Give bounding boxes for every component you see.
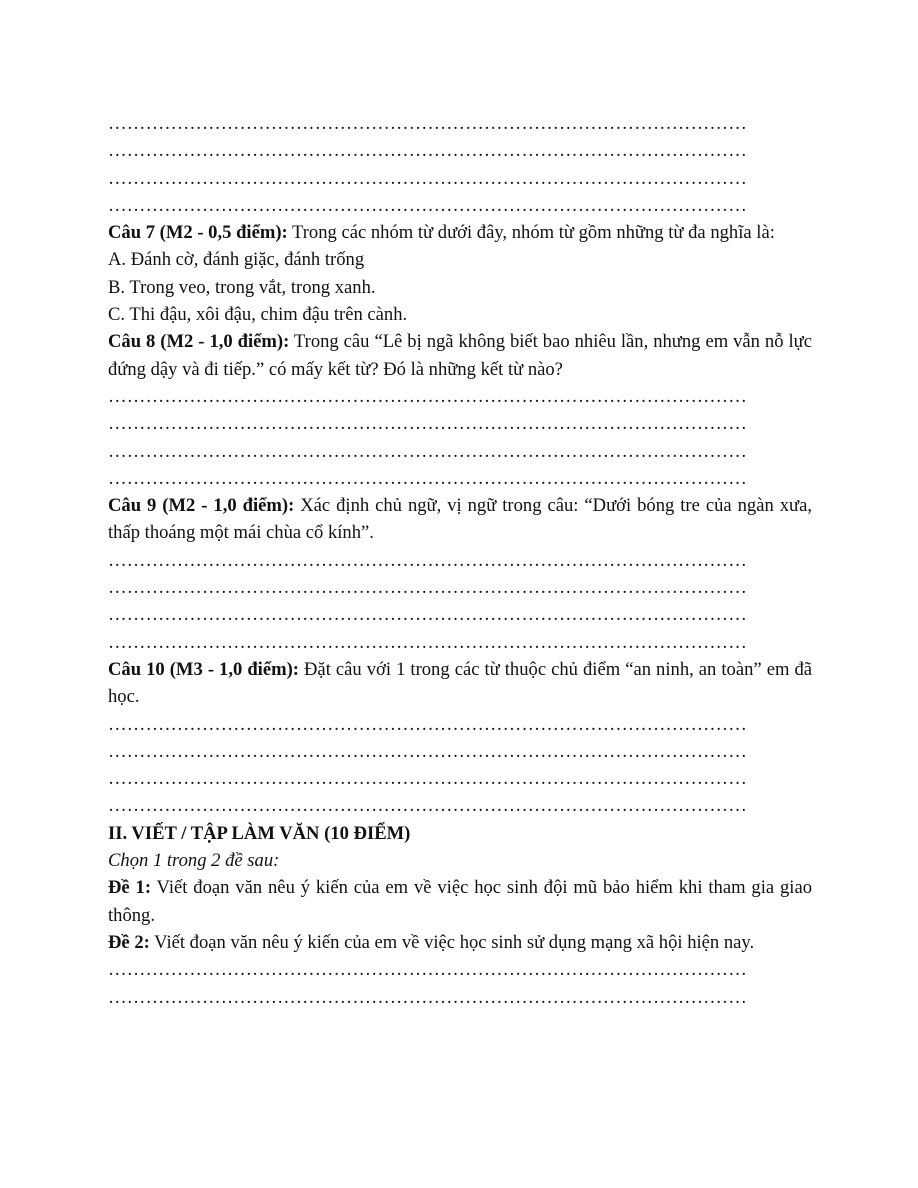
answer-line: ………………………………………………………………………………………… xyxy=(108,768,747,790)
question-9-title: Câu 9 (M2 - 1,0 điểm): xyxy=(108,495,295,517)
document-page xyxy=(108,110,812,1011)
question-9 xyxy=(108,492,812,547)
answer-line: ………………………………………………………………………………………… xyxy=(108,577,747,599)
answer-line: ………………………………………………………………………………………… xyxy=(108,795,747,817)
question-7-option-a: A. Đánh cờ, đánh giặc, đánh trống xyxy=(108,249,365,271)
question-8 xyxy=(108,328,812,383)
question-10 xyxy=(108,656,812,711)
answer-line: ………………………………………………………………………………………… xyxy=(108,440,747,462)
answer-line: ………………………………………………………………………………………… xyxy=(108,467,747,489)
question-8-title: Câu 8 (M2 - 1,0 điểm): xyxy=(108,331,290,353)
answer-line: ………………………………………………………………………………………… xyxy=(108,113,747,134)
question-7-text: Trong các nhóm từ dưới đây, nhóm từ gồm những từ đa nghĩa là: xyxy=(287,222,775,244)
topic-1-label: Đề 1: xyxy=(108,877,152,899)
answer-line: ………………………………………………………………………………………… xyxy=(108,194,747,216)
topic-2-text: Viết đoạn văn nêu ý kiến của em về việc học sinh sử dụng mạng xã hội hiện nay. xyxy=(149,931,755,953)
answer-line: ………………………………………………………………………………………… xyxy=(108,140,747,162)
question-10-text: Đặt câu với 1 trong các từ thuộc chủ điểm “an ninh, an toàn” em đã học. xyxy=(108,658,812,708)
section-instruction: Chọn 1 trong 2 đề sau: xyxy=(108,850,280,872)
question-7-option-b: B. Trong veo, trong vắt, trong xanh. xyxy=(108,276,376,298)
answer-line: ………………………………………………………………………………………… xyxy=(108,604,747,626)
answer-line: ………………………………………………………………………………………… xyxy=(108,959,747,981)
answer-line: ………………………………………………………………………………………… xyxy=(108,413,747,435)
question-9-text: Xác định chủ ngữ, vị ngữ trong câu: “Dưới bóng tre của ngàn xưa, thấp thoáng một mái chùa cổ kính”. xyxy=(108,495,812,544)
question-7-title: Câu 7 (M2 - 0,5 điểm): xyxy=(108,222,288,244)
section-heading: II. VIẾT / TẬP LÀM VĂN (10 ĐIỂM) xyxy=(108,822,411,844)
topic-2-label: Đề 2: xyxy=(108,931,150,953)
question-7-option-c: C. Thi đậu, xôi đậu, chim đậu trên cành. xyxy=(108,304,408,326)
answer-line: ………………………………………………………………………………………… xyxy=(108,740,747,762)
topic-2 xyxy=(108,929,812,956)
topic-1-text: Viết đoạn văn nêu ý kiến của em về việc học sinh đội mũ bảo hiểm khi tham gia giao thông. xyxy=(108,877,812,926)
topic-1 xyxy=(108,874,812,929)
question-10-title: Câu 10 (M3 - 1,0 điểm): xyxy=(108,658,299,680)
answer-line: ………………………………………………………………………………………… xyxy=(108,385,747,407)
question-7 xyxy=(108,219,812,246)
answer-line: ………………………………………………………………………………………… xyxy=(108,986,747,1008)
answer-line: ………………………………………………………………………………………… xyxy=(108,713,747,735)
answer-line: ………………………………………………………………………………………… xyxy=(108,549,747,571)
answer-line: ………………………………………………………………………………………… xyxy=(108,631,747,653)
answer-line: ………………………………………………………………………………………… xyxy=(108,167,747,189)
question-8-text: Trong câu “Lê bị ngã không biết bao nhiêu lần, nhưng em vẫn nỗ lực đứng dậy và đi tiếp.” có mấy kết từ? Đó là những kết từ nào? xyxy=(108,331,812,380)
